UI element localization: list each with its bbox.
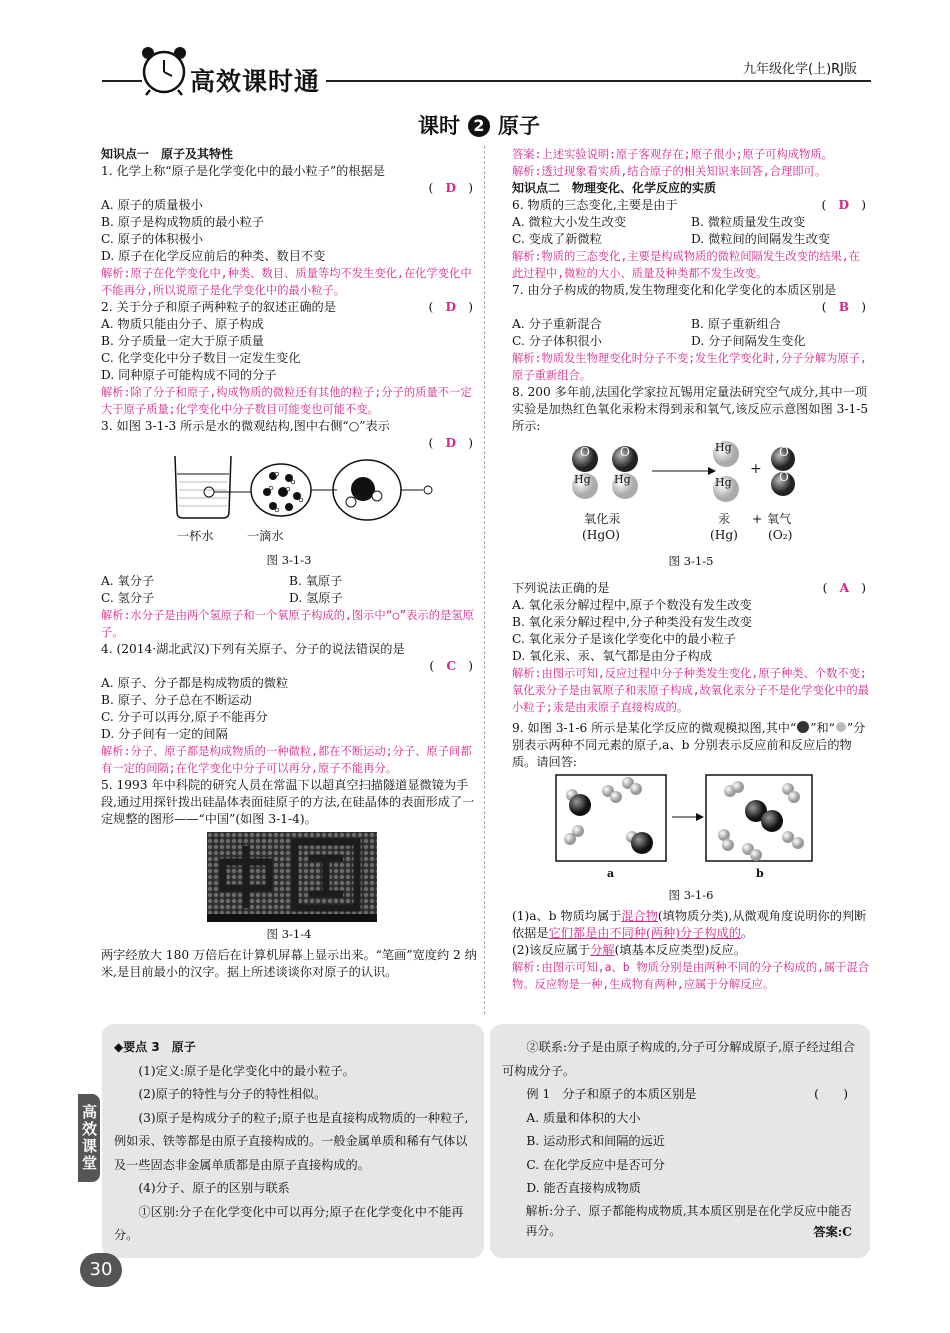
left-column <box>101 146 477 981</box>
relation-text: ②联系:分子是由原子构成的,分子可分解成原子,原子经过组合可构成分子。 <box>502 1040 856 1078</box>
label-o2: 氧气 <box>767 512 792 526</box>
q9-p1-answer: 它们都是由不同种(两种)分子构成的 <box>548 926 741 940</box>
q9-p1-text: (填物质分类),从微观角度说明你的判断依据是 <box>512 909 867 940</box>
q3-options-row-2 <box>101 590 477 607</box>
atom-label-o: O <box>779 470 789 484</box>
atom-label-hg: Hg <box>614 473 631 486</box>
q9-p2-text: (填基本反应类型)反应。 <box>614 943 746 957</box>
q7-options-row-2 <box>512 333 870 350</box>
q2-option: C. 化学变化中分子数目一定发生变化 <box>101 351 301 365</box>
q1-option: B. 原子是构成物质的最小粒子 <box>101 215 264 229</box>
lesson-title <box>418 110 540 140</box>
q9-stem-part: ”分别表示两种不同元素的原子,a、b 分别表示反应前和反应后的物质。请回答: <box>512 721 866 769</box>
q7-option: A. 分子重新混合 <box>512 317 602 331</box>
key-point-item: (3)原子是构成分子的粒子;原子也是直接构成物质的一种粒子,例如汞、铁等都是由原子直接构成的。一般金属单质和稀有气体以及一些固态非金属单质都是由原子直接构成的。 <box>114 1110 469 1172</box>
logo-text: 高效课时通 <box>190 67 321 96</box>
fig-caption-3-1-4: 图 3-1-4 <box>266 927 312 941</box>
q3-option: B. 氧原子 <box>289 574 343 588</box>
key-point-title: ◆要点 3 原子 <box>114 1040 196 1054</box>
q5-solution: 解析:透过现象看实质,结合原子的相关知识来回答,合理即可。 <box>512 165 827 178</box>
formula-hg: (Hg) <box>710 528 738 542</box>
column-divider <box>484 146 485 1014</box>
key-point-item: (2)原子的特性与分子的特性相似。 <box>138 1087 327 1101</box>
water-microstructure-figure <box>101 452 477 546</box>
fig-caption-3-1-5: 图 3-1-5 <box>668 554 714 568</box>
fig-label-cup: 一杯水 <box>177 529 214 543</box>
key-point-item: (4)分子、原子的区别与联系 <box>138 1181 290 1195</box>
example-solution: 解析:分子、原子都能构成物质,其本质区别是在化学反应中能否再分。 <box>525 1203 852 1238</box>
q8-ask-row: 下列说法正确的是 ( A ) <box>512 581 866 595</box>
example-option: C. 在化学反应中是否可分 <box>526 1157 665 1172</box>
side-tab: 高效课堂 <box>78 1094 100 1182</box>
q4-option: D. 分子间有一定的间隔 <box>101 727 228 741</box>
q4-answer: C <box>446 659 457 673</box>
atom-label-hg: Hg <box>715 441 732 454</box>
key-point-box-right <box>490 1024 870 1258</box>
q5-answer: 答案:上述实验说明:原子客观存在;原子很小;原子可构成物质。 <box>512 148 833 161</box>
hgo-decomposition-figure <box>512 441 870 507</box>
q1-solution: 解析:原子在化学变化中,种类、数目、质量等均不发生变化,在化学变化中不能再分,所以说原子是化学变化中的最小粒子。 <box>101 267 472 297</box>
knowledge-point-1: 知识点一 原子及其特性 <box>101 147 234 161</box>
q9-stem <box>512 720 870 771</box>
q7-stem: 7. 由分子构成的物质,发生物理变化和化学变化的本质区别是 <box>512 283 837 297</box>
q9-stem-part: ”和“ <box>810 721 835 735</box>
q6-stem-row: 6. 物质的三态变化,主要是由于 ( D ) <box>512 198 866 212</box>
q3-solution: 解析:水分子是由两个氢原子和一个氧原子构成的,图示中“○”表示的是氢原子。 <box>101 609 474 639</box>
q2-answer: D <box>445 300 457 314</box>
q1-option: A. 原子的质量极小 <box>101 198 203 212</box>
dark-atom-icon <box>796 720 810 734</box>
q8-option: C. 氧化汞分子是该化学变化中的最小粒子 <box>512 632 736 646</box>
q5-stem: 5. 1993 年中科院的研究人员在常温下以超真空扫描隧道显微镜为手段,通过用探针拨出硅晶体表面硅原子的方法,在硅晶体的表面形成了一定规整的图形——“中国”(如图 3-1-4)。 <box>101 778 475 826</box>
example-row <box>502 1083 858 1107</box>
q9-part-1 <box>512 908 870 942</box>
q9-p1-text: (1)a、b 物质均属于 <box>512 909 622 923</box>
knowledge-point-2: 知识点二 物理变化、化学反应的实质 <box>512 181 717 195</box>
q7-option: C. 分子体积很小 <box>512 334 602 348</box>
q2-stem: 2. 关于分子和原子两种粒子的叙述正确的是 <box>101 300 336 314</box>
q5-tail: 两字经放大 180 万倍后在计算机屏幕上显示出来。“笔画”宽度约 2 纳米,是目前最小的汉字。据上所述谈谈你对原子的认识。 <box>101 948 477 979</box>
right-column <box>512 146 870 993</box>
alarm-clock-logo-icon <box>140 44 188 100</box>
q9-solution: 解析:由图示可知,a、b 物质分别是由两种不同的分子构成的,属于混合物。反应物是一种,生成物有两种,应属于分解反应。 <box>512 961 870 991</box>
q9-p2-text: (2)该反应属于 <box>512 943 591 957</box>
q1-option: D. 原子在化学反应前后的种类、数目不变 <box>101 249 326 263</box>
plus-sign-label: + <box>752 512 763 526</box>
q6-solution: 解析:物质的三态变化,主要是构成物质的微粒间隔发生改变的结果,在此过程中,微粒的大小、质量及种类都不发生改变。 <box>512 250 861 280</box>
q1-option: C. 原子的体积极小 <box>101 232 203 246</box>
formula-o2: (O₂) <box>768 528 793 542</box>
figure-label-a: a <box>607 867 615 880</box>
q2-option: D. 同种原子可能构成不同的分子 <box>101 368 277 382</box>
q1-answer-row: ( D ) <box>428 181 473 195</box>
q6-options-row-2 <box>512 231 870 248</box>
example-option: B. 运动形式和间隔的远近 <box>526 1134 665 1148</box>
q3-option: A. 氧分子 <box>101 574 155 588</box>
label-hgo: 氧化汞 <box>584 512 621 526</box>
example-answer: 答案:C <box>813 1224 852 1239</box>
q8-answer: A <box>839 581 850 595</box>
q8-ask: 下列说法正确的是 <box>512 581 610 595</box>
q6-option: B. 微粒质量发生改变 <box>691 215 806 229</box>
q1-stem: 1. 化学上称“原子是化学变化中的最小粒子”的根据是 <box>101 164 385 178</box>
q8-option: B. 氧化汞分解过程中,分子种类没有发生改变 <box>512 615 752 629</box>
q4-option: C. 分子可以再分,原子不能再分 <box>101 710 268 724</box>
key-point-item: ①区别:分子在化学变化中可以再分;原子在化学变化中不能再分。 <box>114 1204 464 1242</box>
q8-stem: 8. 200 多年前,法国化学家拉瓦锡用定量法研究空气成分,其中一项实验是加热红色氧化汞粉末得到汞和氧气,该反应示意图如图 3-1-5 所示: <box>512 385 869 433</box>
atom-label-hg: Hg <box>574 473 591 486</box>
q7-option: B. 原子重新组合 <box>691 317 781 331</box>
lesson-number-badge: 2 <box>468 115 490 137</box>
atom-label-hg: Hg <box>715 476 732 489</box>
q9-p2-answer: 分解 <box>590 943 615 957</box>
q4-solution: 解析:分子、原子都是构成物质的一种微粒,都在不断运动;分子、原子间都有一定的间隔;在化学变化中分子可以再分,原子不能再分。 <box>101 745 472 775</box>
q2-stem-row: 2. 关于分子和原子两种粒子的叙述正确的是 ( D ) <box>101 300 473 314</box>
q3-answer-row: ( D ) <box>428 436 473 450</box>
atom-label-o: O <box>620 445 630 459</box>
q6-option: A. 微粒大小发生改变 <box>512 215 627 229</box>
q6-stem: 6. 物质的三态变化,主要是由于 <box>512 198 678 212</box>
header-rule-left <box>102 80 142 82</box>
edition-label: 九年级化学(上)RJ版 <box>743 62 858 77</box>
q7-solution: 解析:物质发生物理变化时分子不变;发生化学变化时,分子分解为原子,原子重新组合。 <box>512 352 867 382</box>
example-paren: ( ) <box>814 1087 848 1101</box>
q6-answer: D <box>838 198 850 212</box>
q9-part-2 <box>512 942 870 959</box>
stm-characters-picture <box>207 832 377 922</box>
figure-3-1-3 <box>101 452 477 546</box>
q4-answer-row: ( C ) <box>429 659 473 673</box>
lesson-name: 原子 <box>498 114 540 138</box>
fig-caption-3-1-6: 图 3-1-6 <box>668 888 714 902</box>
q3-options-row-1 <box>101 573 477 590</box>
atom-label-o: O <box>580 445 590 459</box>
key-point-box-left <box>102 1024 484 1258</box>
label-hg: 汞 <box>718 512 731 526</box>
q3-option: C. 氢分子 <box>101 591 155 605</box>
q8-solution: 解析:由图示可知,反应过程中分子种类发生变化,原子种类、个数不变;氧化汞分子是由氧原子和汞原子构成,故氧化汞分子不是化学变化中的最小粒子;汞是由汞原子直接构成的。 <box>512 667 870 714</box>
q7-answer: B <box>838 300 850 314</box>
q9-stem-part: 9. 如图 3-1-6 所示是某化学反应的微观模拟图,其中“ <box>512 721 797 735</box>
q6-option: C. 变成了新微粒 <box>512 232 602 246</box>
q8-option: D. 氧化汞、汞、氧气都是由分子构成 <box>512 649 712 663</box>
q7-answer-row: ( B ) <box>821 300 866 314</box>
plus-sign: + <box>750 461 762 477</box>
example-option: D. 能否直接构成物质 <box>526 1181 641 1195</box>
q7-options-row-1 <box>512 316 870 333</box>
q7-option: D. 分子间隔发生变化 <box>691 334 806 348</box>
q2-option: B. 分子质量一定大于原子质量 <box>101 334 264 348</box>
fig-label-drop: 一滴水 <box>247 529 284 543</box>
q9-p1-text: 。 <box>740 926 754 940</box>
q6-options-row-1 <box>512 214 870 231</box>
q9-p1-answer: 混合物 <box>621 909 658 923</box>
light-atom-icon <box>835 721 847 733</box>
q1-answer: D <box>445 181 457 195</box>
example-stem: 例 1 分子和原子的本质区别是 <box>526 1087 697 1101</box>
example-option: A. 质量和体积的大小 <box>526 1110 641 1125</box>
reaction-model-figure <box>512 773 870 881</box>
q6-option: D. 微粒间的间隔发生改变 <box>691 232 830 246</box>
q4-option: B. 原子、分子总在不断运动 <box>101 693 252 707</box>
q2-solution: 解析:除了分子和原子,构成物质的微粒还有其他的粒子;分子的质量不一定大于原子质量;化学变化中分子数目可能变也可能不变。 <box>101 386 472 416</box>
header-rule-right <box>326 80 871 82</box>
q2-option: A. 物质只能由分子、原子构成 <box>101 317 264 331</box>
figure-3-1-6 <box>512 773 870 881</box>
q3-option: D. 氢原子 <box>289 591 343 605</box>
stm-china-image <box>207 832 377 922</box>
page-number: 30 <box>80 1253 122 1287</box>
fig-caption-3-1-3: 图 3-1-3 <box>266 553 312 567</box>
lesson-prefix: 课时 <box>418 114 460 138</box>
q3-stem: 3. 如图 3-1-3 所示是水的微观结构,图中右侧“○”表示 <box>101 419 390 433</box>
q3-answer: D <box>445 436 457 450</box>
q4-stem: 4. (2014·湖北武汉)下列有关原子、分子的说法错误的是 <box>101 642 405 656</box>
figure-3-1-5 <box>512 441 870 545</box>
key-point-item: (1)定义:原子是化学变化中的最小粒子。 <box>138 1063 355 1078</box>
figure-label-b: b <box>756 867 764 880</box>
atom-label-o: O <box>779 445 789 459</box>
q8-option: A. 氧化汞分解过程中,原子个数没有发生改变 <box>512 598 752 612</box>
q4-option: A. 原子、分子都是构成物质的微粒 <box>101 676 289 690</box>
formula-hgo: (HgO) <box>582 528 620 542</box>
